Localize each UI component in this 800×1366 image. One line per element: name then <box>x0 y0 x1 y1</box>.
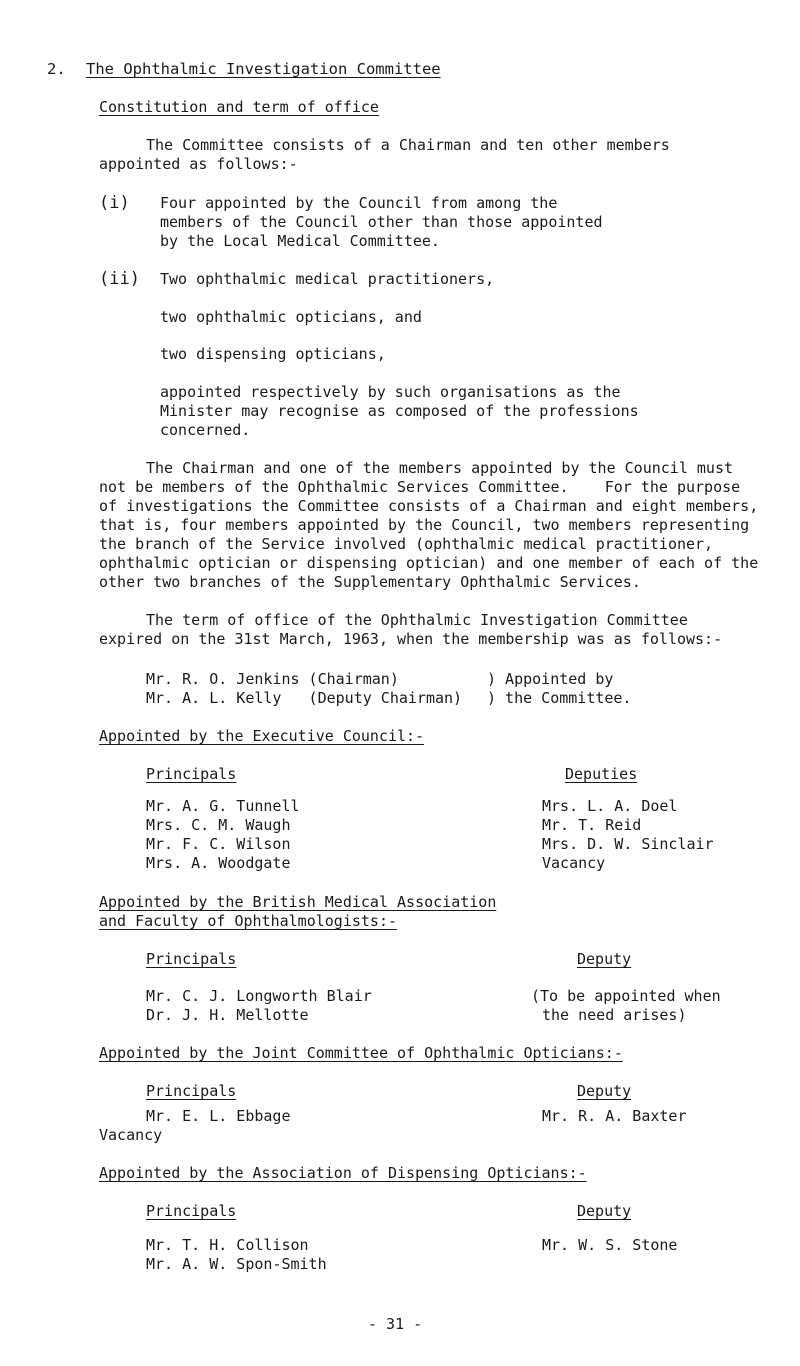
deputy-name: Mr. W. S. Stone <box>542 1236 678 1254</box>
member-name: Mr. R. O. Jenkins (Chairman) <box>146 670 399 688</box>
intro-line: appointed as follows:- <box>99 155 298 173</box>
deputy-name: Mrs. L. A. Doel <box>542 797 678 815</box>
principal-name: Mr. A. W. Spon-Smith <box>146 1255 327 1273</box>
member-name: Mr. A. L. Kelly (Deputy Chairman) <box>146 689 463 707</box>
joint-committee-heading: Appointed by the Joint Committee of Ophthalmic Opticians:- <box>99 1044 623 1062</box>
principal-name: Mr. C. J. Longworth Blair <box>146 987 372 1005</box>
deputy-name: (To be appointed when <box>531 987 721 1005</box>
deputy-label: Deputy <box>577 1082 632 1100</box>
principal-name: Mr. A. G. Tunnell <box>146 797 300 815</box>
item-ii-tail: appointed respectively by such organisations as the <box>160 383 621 401</box>
paragraph-line: other two branches of the Supplementary Ophthalmic Services. <box>99 573 641 591</box>
item-ii-tail: concerned. <box>160 421 251 439</box>
deputy-label: Deputy <box>577 950 632 968</box>
paragraph-line: that is, four members appointed by the Council, two members representing <box>99 516 750 534</box>
principals-label: Principals <box>146 765 237 783</box>
page-number: - 31 - <box>368 1315 423 1333</box>
item-i-line: members of the Council other than those appointed <box>160 213 603 231</box>
paragraph-line: not be members of the Ophthalmic Services Committee. For the purpose <box>99 478 741 496</box>
principal-name: Mr. E. L. Ebbage <box>146 1107 291 1125</box>
principals-label: Principals <box>146 950 237 968</box>
deputy-name: the need arises) <box>542 1006 687 1024</box>
item-ii-tail: Minister may recognise as composed of the professions <box>160 402 639 420</box>
section-title: The Ophthalmic Investigation Committee <box>86 60 441 78</box>
deputy-name: Vacancy <box>542 854 606 872</box>
section-number: 2. <box>47 60 66 78</box>
paragraph-line: ophthalmic optician or dispensing optician) and one member of each of the <box>99 554 759 572</box>
deputy-label: Deputy <box>577 1202 632 1220</box>
deputies-label: Deputies <box>565 765 638 783</box>
item-i-marker: (i) <box>99 193 130 213</box>
paragraph-line: the branch of the Service involved (ophthalmic medical practitioner, <box>99 535 714 553</box>
item-i-line: Four appointed by the Council from among the <box>160 194 558 212</box>
principal-name: Dr. J. H. Mellotte <box>146 1006 309 1024</box>
dispensing-heading: Appointed by the Association of Dispensing Opticians:- <box>99 1164 587 1182</box>
item-ii-line: two ophthalmic opticians, and <box>160 308 422 326</box>
paragraph-line: The term of office of the Ophthalmic Investigation Committee <box>146 611 688 629</box>
item-ii-line: Two ophthalmic medical practitioners, <box>160 270 495 288</box>
intro-line: The Committee consists of a Chairman and ten other members <box>146 136 670 154</box>
item-i-line: by the Local Medical Committee. <box>160 232 440 250</box>
principal-name: Mrs. A. Woodgate <box>146 854 291 872</box>
item-ii-marker: (ii) <box>99 269 140 289</box>
constitution-heading: Constitution and term of office <box>99 98 379 116</box>
deputy-name: Mrs. D. W. Sinclair <box>542 835 714 853</box>
item-ii-line: two dispensing opticians, <box>160 345 386 363</box>
appointed-note: ) the Committee. <box>487 689 632 707</box>
executive-council-heading: Appointed by the Executive Council:- <box>99 727 425 745</box>
paragraph-line: The Chairman and one of the members appointed by the Council must <box>146 459 733 477</box>
principal-name: Mrs. C. M. Waugh <box>146 816 291 834</box>
paragraph-line: expired on the 31st March, 1963, when the membership was as follows:- <box>99 630 723 648</box>
appointed-note: ) Appointed by <box>487 670 614 688</box>
deputy-name: Mr. R. A. Baxter <box>542 1107 687 1125</box>
paragraph-line: of investigations the Committee consists of a Chairman and eight members, <box>99 497 759 515</box>
deputy-name: Mr. T. Reid <box>542 816 642 834</box>
principals-label: Principals <box>146 1202 237 1220</box>
bma-heading: Appointed by the British Medical Association <box>99 893 497 911</box>
principal-name: Mr. T. H. Collison <box>146 1236 309 1254</box>
principals-label: Principals <box>146 1082 237 1100</box>
principal-name: Mr. F. C. Wilson <box>146 835 291 853</box>
principal-name: Vacancy <box>99 1126 163 1144</box>
bma-heading: and Faculty of Ophthalmologists:- <box>99 912 398 930</box>
